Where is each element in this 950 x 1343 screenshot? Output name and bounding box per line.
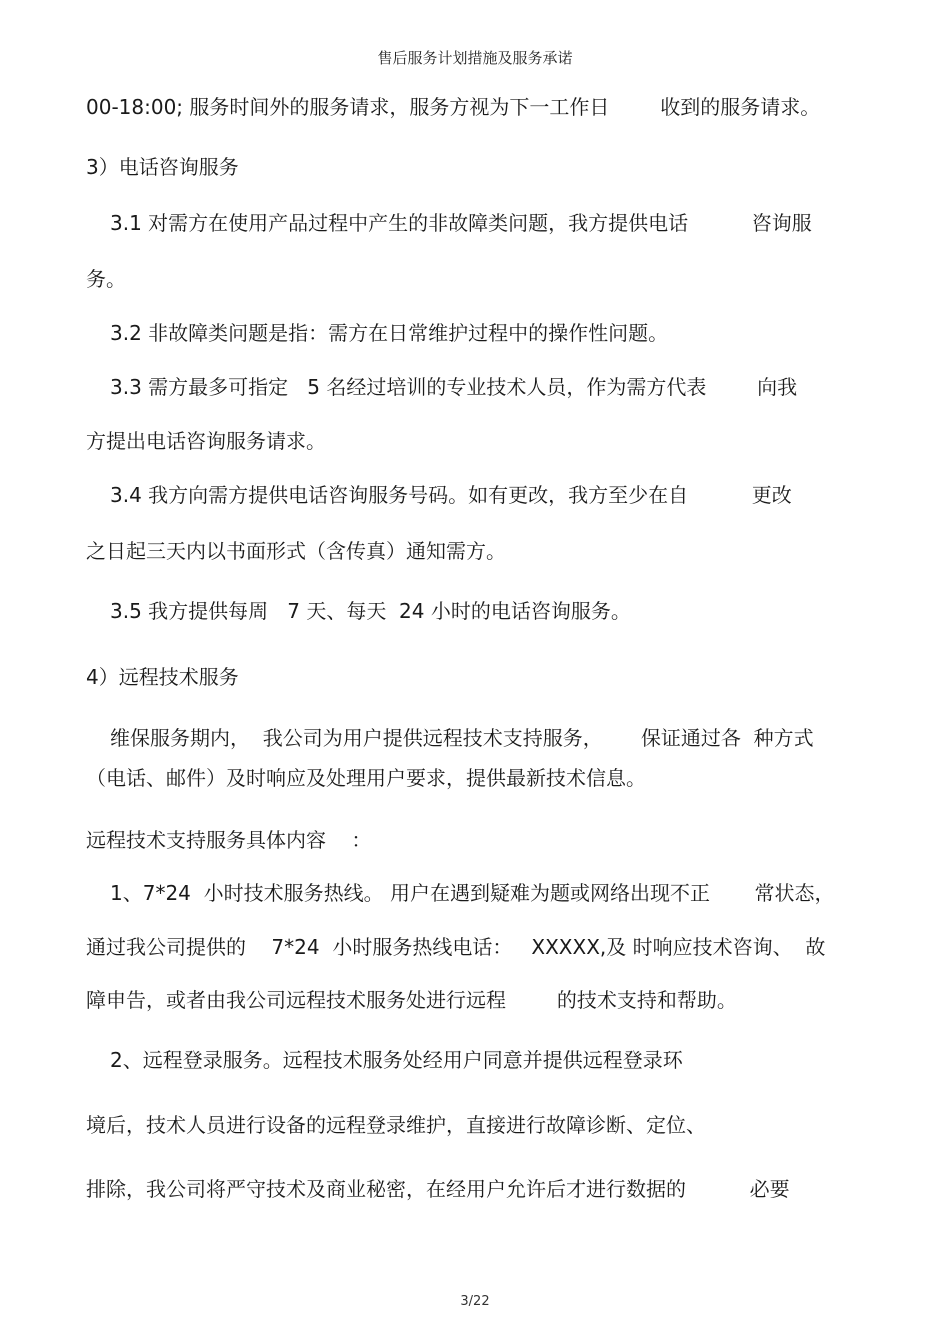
text-line-3-5: 3.5 我方提供每周 7 天、每天 24 小时的电话咨询服务。 <box>110 599 631 623</box>
text-line-remote-content: 远程技术支持服务具体内容 ： <box>86 828 372 852</box>
text-line-item-1-cont: 通过我公司提供的 7*24 小时服务热线电话： XXXXX,及 时响应技术咨询、 故 <box>86 935 826 959</box>
page-header-title: 售后服务计划措施及服务承诺 <box>377 49 573 67</box>
text-line-3-2: 3.2 非故障类问题是指：需方在日常维护过程中的操作性问题。 <box>110 321 669 345</box>
text-line-3-3-cont: 方提出电话咨询服务请求。 <box>86 429 326 453</box>
section-heading-3: 3）电话咨询服务 <box>86 155 239 179</box>
page-number: 3/22 <box>460 1294 490 1309</box>
text-line-4-intro-cont: （电话、邮件）及时响应及处理用户要求，提供最新技术信息。 <box>86 766 646 790</box>
text-line-item-1: 1、7*24 小时技术服务热线。 用户在遇到疑难为题或网络出现不正 常状态， <box>110 881 835 905</box>
text-line-3-4: 3.4 我方向需方提供电话咨询服务号码。如有更改，我方至少在自 更改 <box>110 483 792 507</box>
text-line-item-1-cont-2: 障申告，或者由我公司远程技术服务处进行远程 的技术支持和帮助。 <box>86 988 737 1012</box>
text-line-3-1-cont: 务。 <box>86 267 126 291</box>
text-line-item-2: 2、远程登录服务。远程技术服务处经用户同意并提供远程登录环 <box>110 1048 683 1072</box>
section-heading-4: 4）远程技术服务 <box>86 665 239 689</box>
text-line-1: 00-18:00; 服务时间外的服务请求，服务方视为下一工作日 收到的服务请求。 <box>86 95 821 119</box>
text-line-3-4-cont: 之日起三天内以书面形式（含传真）通知需方。 <box>86 539 506 563</box>
text-line-3-3: 3.3 需方最多可指定 5 名经过培训的专业技术人员，作为需方代表 向我 <box>110 375 798 399</box>
text-line-item-2-cont-2: 排除，我公司将严守技术及商业秘密，在经用户允许后才进行数据的 必要 <box>86 1177 790 1201</box>
text-line-item-2-cont: 境后，技术人员进行设备的远程登录维护，直接进行故障诊断、定位、 <box>86 1113 706 1137</box>
text-line-4-intro: 维保服务期内， 我公司为用户提供远程技术支持服务， 保证通过各 种方式 <box>110 726 814 750</box>
text-line-3-1: 3.1 对需方在使用产品过程中产生的非故障类问题，我方提供电话 咨询服 <box>110 211 812 235</box>
